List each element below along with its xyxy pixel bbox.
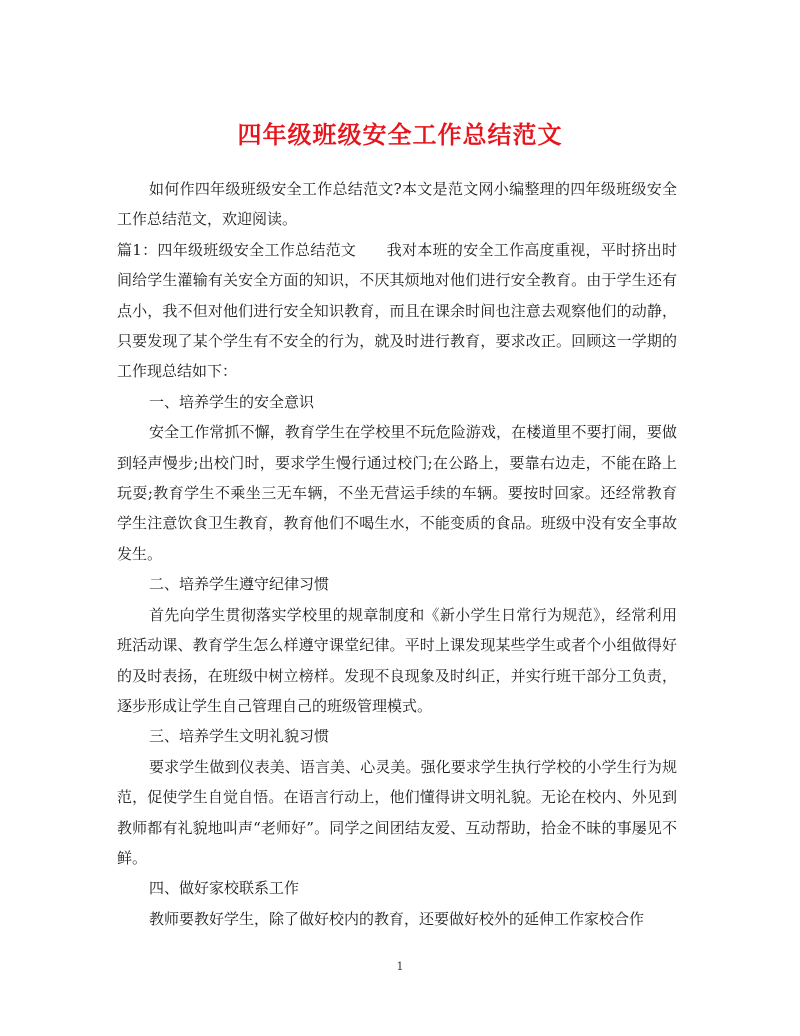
section-heading-4: 四、做好家校联系工作 bbox=[149, 879, 300, 898]
section-text-4: 教师要教好学生，除了做好校内的教育，还要做好校外的延伸工作家校合作 bbox=[149, 909, 645, 928]
section-heading-3: 三、培养学生文明礼貌习惯 bbox=[149, 727, 330, 746]
document-body bbox=[117, 174, 677, 934]
section-text-2: 首先向学生贯彻落实学校里的规章制度和《新小学生日常行为规范》，经常利用班活动课、教育学生怎么样遵守课堂纪律。平时上课发现某些学生或者个小组做得好的及时表扬，在班级中树立榜样。发现不良现象及时纠正，并实行班干部分工负责，逐步形成让学生自己管理自己的班级管理模式。 bbox=[117, 605, 677, 715]
section-heading-1: 一、培养学生的安全意识 bbox=[149, 392, 315, 411]
article-paragraph: 篇1：四年级班级安全工作总结范文 我对本班的安全工作高度重视，平时挤出时间给学生灌输有关安全方面的知识，不厌其烦地对他们进行安全教育。由于学生还有点小，我不但对他们进行安全知识教育，而且在课余时间也注意去观察他们的动静，只要发现了某个学生有不安全的行为，就及时进行教育，要求改正。回顾这一学期的工作现总结如下： bbox=[117, 240, 677, 381]
intro-paragraph: 如何作四年级班级安全工作总结范文?本文是范文网小编整理的四年级班级安全工作总结范文，欢迎阅读。 bbox=[117, 180, 677, 229]
page-number: 1 bbox=[396, 960, 404, 973]
section-text-3: 要求学生做到仪表美、语言美、心灵美。强化要求学生执行学校的小学生行为规范，促使学生自觉自悟。在语言行动上，他们懂得讲文明礼貌。无论在校内、外见到教师都有礼貌地叫声“老师好”。同学之间团结友爱、互动帮助，拾金不昧的事屡见不鲜。 bbox=[117, 757, 677, 867]
section-heading-2: 二、培养学生遵守纪律习惯 bbox=[149, 575, 330, 594]
section-text-1: 安全工作常抓不懈，教育学生在学校里不玩危险游戏，在楼道里不要打闹，要做到轻声慢步;出校门时，要求学生慢行通过校门;在公路上，要靠右边走，不能在路上玩耍;教育学生不乘坐三无车辆，不坐无营运手续的车辆。要按时回家。还经常教育学生注意饮食卫生教育，教育他们不喝生水，不能变质的食品。班级中没有安全事故发生。 bbox=[117, 423, 677, 563]
document-title: 四年级班级安全工作总结范文 bbox=[237, 120, 563, 150]
